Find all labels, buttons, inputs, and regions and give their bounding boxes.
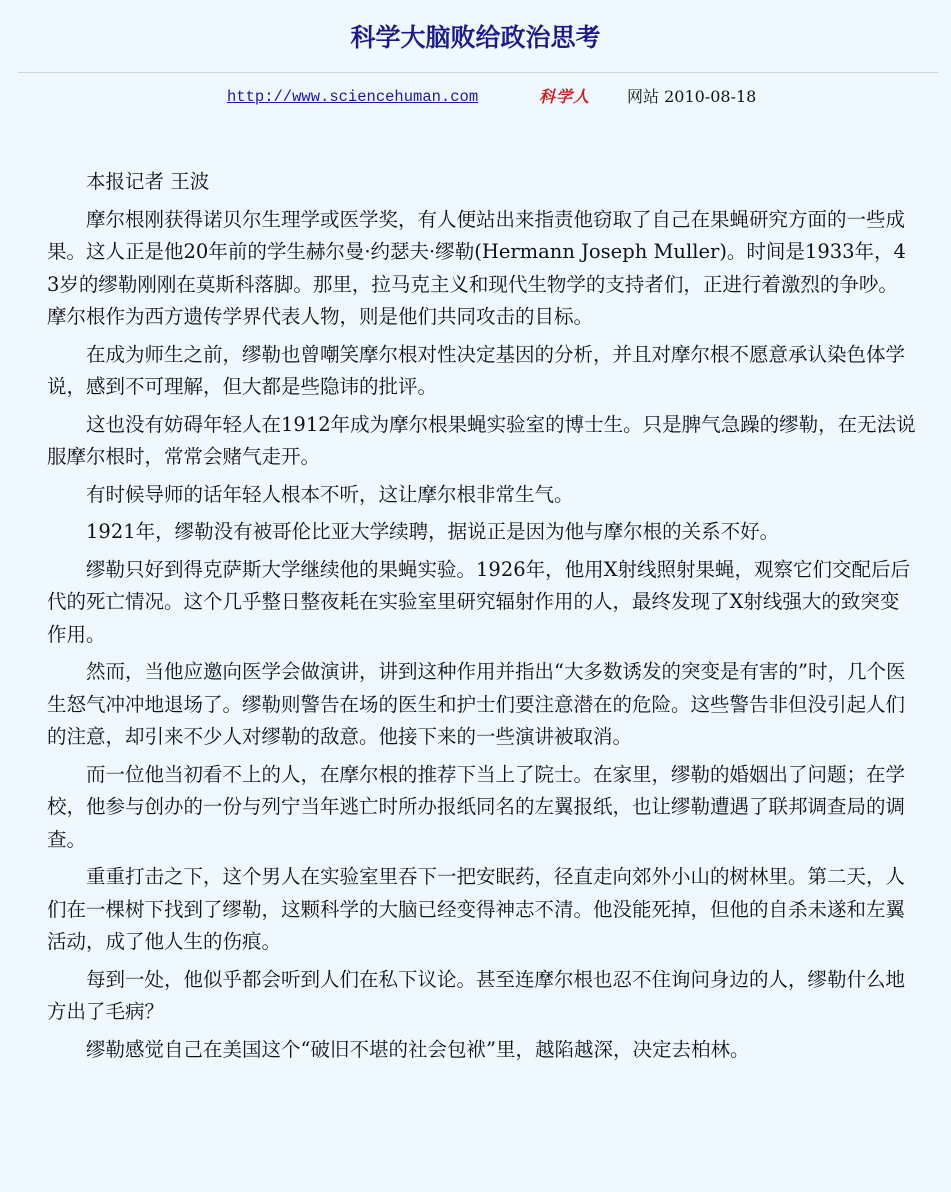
article-paragraph: 重重打击之下，这个男人在实验室里吞下一把安眠药，径直走向郊外小山的树林里。第二天，人们在一棵树下找到了缪勒，这颗科学的大脑已经变得神志不清。他没能死掉，但他的自杀未遂和左翼活动，成了他人生的伤痕。 xyxy=(47,865,906,953)
brand-logo-text: 科学人 xyxy=(539,87,591,106)
article-paragraph: 缪勒感觉自己在美国这个“破旧不堪的社会包袱”里，越陷越深，决定去柏林。 xyxy=(86,1037,750,1061)
article-paragraph: 缪勒只好到得克萨斯大学继续他的果蝇实验。1926年，他用X射线照射果蝇，观察它们交配后后代的死亡情况。这个几乎整日整夜耗在实验室里研究辐射作用的人，最终发现了X射线强大的致突变作用。 xyxy=(47,557,911,646)
article-paragraph: 1921年，缪勒没有被哥伦比亚大学续聘，据说正是因为他与摩尔根的关系不好。 xyxy=(86,520,780,543)
page-title: 科学大脑败给政治思考 xyxy=(350,23,601,52)
header-divider xyxy=(18,72,938,73)
site-date: 网站 2010-08-18 xyxy=(627,87,757,106)
source-url-link[interactable]: http://www.sciencehuman.com xyxy=(227,88,479,106)
article-paragraph: 然而，当他应邀向医学会做演讲，讲到这种作用并指出“大多数诱发的突变是有害的”时，几个医生怒气冲冲地退场了。缪勒则警告在场的医生和护士们要注意潜在的危险。这些警告非但没引起人们的注意，却引来不少人对缪勒的敌意。他接下来的一些演讲被取消。 xyxy=(47,660,906,748)
article-body xyxy=(47,166,917,1071)
source-line xyxy=(0,85,951,109)
article-paragraph: 摩尔根刚获得诺贝尔生理学或医学奖，有人便站出来指责他窃取了自己在果蝇研究方面的一些成果。这人正是他20年前的学生赫尔曼·约瑟夫·缪勒(Hermann Joseph Muller)。时间是1933年，43岁的缪勒刚刚在莫斯科落脚。那里，拉马克主义和现代生物学的支持者们，正进行着激烈的争吵。摩尔根作为西方遗传学界代表人物，则是他们共同攻击的目标。 xyxy=(47,207,906,328)
article-paragraph: 在成为师生之前，缪勒也曾嘲笑摩尔根对性决定基因的分析，并且对摩尔根不愿意承认染色体学说，感到不可理解，但大都是些隐讳的批评。 xyxy=(47,342,906,398)
article-paragraph: 每到一处，他似乎都会听到人们在私下议论。甚至连摩尔根也忍不住询问身边的人，缪勒什么地方出了毛病？ xyxy=(47,967,906,1023)
article-paragraph: 有时候导师的话年轻人根本不听，这让摩尔根非常生气。 xyxy=(86,482,574,506)
byline: 本报记者 王波 xyxy=(86,170,210,193)
article-paragraph: 而一位他当初看不上的人，在摩尔根的推荐下当上了院士。在家里，缪勒的婚姻出了问题；在学校，他参与创办的一份与列宁当年逃亡时所办报纸同名的左翼报纸，也让缪勒遭遇了联邦调查局的调查。 xyxy=(47,762,906,851)
article-paragraph: 这也没有妨碍年轻人在1912年成为摩尔根果蝇实验室的博士生。只是脾气急躁的缪勒，在无法说服摩尔根时，常常会赌气走开。 xyxy=(47,412,916,468)
